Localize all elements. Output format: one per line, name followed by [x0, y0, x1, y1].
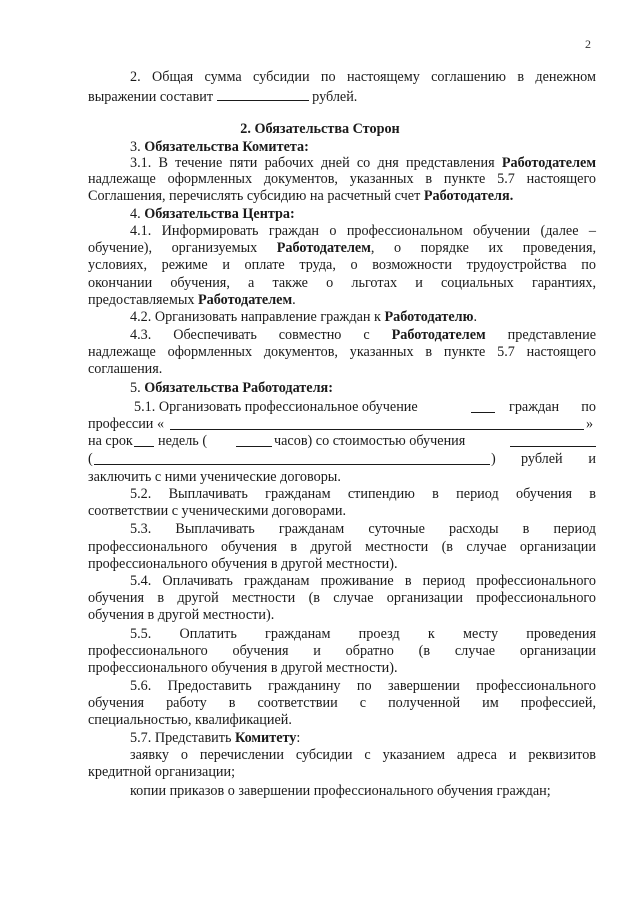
- s4-p3-line2: надлежаще оформленных документов, указанных в пункте 5.7 настоящего: [88, 344, 596, 360]
- s5-p7-item2: копии приказов о завершении профессионального обучения граждан;: [130, 783, 551, 799]
- s4-p3-line1: 4.3. Обеспечивать совместно с Работодателем представление: [130, 327, 597, 343]
- s3-p1-line1: 3.1. В течение пяти рабочих дней со дня представления Работодателем: [130, 155, 596, 171]
- s5-p1-line4c: рублей и: [521, 451, 596, 467]
- s3-heading: 3. Обязательства Комитета:: [130, 139, 309, 155]
- s5-p4-line1: 5.4. Оплачивать гражданам проживание в период профессионального: [130, 573, 596, 589]
- citizens-count-blank: [471, 400, 495, 413]
- s5-p3-line2: профессионального обучения в другой местности (в случае организации: [88, 539, 596, 555]
- hours-blank: [236, 434, 272, 447]
- s5-p6-line2: обучения работу в соответствии с полученной им профессией,: [88, 695, 596, 711]
- s5-p6-line3: специальностью, квалификацией.: [88, 712, 292, 728]
- s5-p4-line3: обучения в другой местности).: [88, 607, 275, 623]
- s5-p1-line4b: ): [491, 451, 496, 467]
- s5-p2-line1: 5.2. Выплачивать гражданам стипендию в период обучения в: [130, 486, 596, 502]
- s5-heading: 5. Обязательства Работодателя:: [130, 380, 333, 396]
- s5-p7-item1-line2: кредитной организации;: [88, 764, 236, 780]
- s4-p1-line4: окончании обучения, а также о льготах и социальных гарантиях,: [88, 275, 596, 291]
- cost-blank: [510, 434, 596, 447]
- s5-p3-line1: 5.3. Выплачивать гражданам суточные расходы в период: [130, 521, 596, 537]
- s5-p4-line2: обучения в другой местности (в случае организации профессионального: [88, 590, 596, 606]
- s4-p1-line2: обучение), организуемых Работодателем, о порядке их проведения,: [88, 240, 597, 256]
- para2-line2: выражении составит рублей.: [88, 89, 358, 105]
- s4-p3-line3: соглашения.: [88, 361, 163, 377]
- cost-words-blank: [94, 452, 490, 465]
- s5-p1-line1b: граждан по: [509, 399, 596, 415]
- s5-p5-line1: 5.5. Оплатить гражданам проезд к месту проведения: [130, 626, 596, 642]
- s5-p7-item1-line1: заявку о перечислении субсидии с указанием адреса и реквизитов: [130, 747, 596, 763]
- s4-p1-line5: предоставляемых Работодателем.: [88, 292, 296, 308]
- weeks-blank: [134, 434, 154, 447]
- s5-p6-line1: 5.6. Предоставить гражданину по завершении профессионального: [130, 678, 596, 694]
- s5-p1-line1a: 5.1. Организовать профессиональное обучение: [134, 399, 418, 415]
- s5-p1-line3a: на срок: [88, 433, 133, 449]
- s5-p1-line2a: профессии «: [88, 416, 165, 432]
- s5-p5-line2: профессионального обучения и обратно (в случае организации: [88, 643, 596, 659]
- s4-p2: 4.2. Организовать направление граждан к Работодателю.: [130, 309, 478, 325]
- s3-p1-line3: Соглашения, перечислять субсидию на расчетный счет Работодателя.: [88, 188, 514, 204]
- s3-p1-line2: надлежаще оформленных документов, указанных в пункте 5.7 настоящего: [88, 171, 596, 187]
- s5-p1-line2b: »: [586, 416, 594, 432]
- s5-p7-heading: 5.7. Представить Комитету:: [130, 730, 301, 746]
- profession-blank: [170, 417, 584, 430]
- s5-p5-line3: профессионального обучения в другой местности).: [88, 660, 398, 676]
- para2-line1: 2. Общая сумма субсидии по настоящему соглашению в денежном: [130, 69, 596, 85]
- sum-blank: [217, 88, 309, 101]
- s5-p1-line3c: часов) со стоимостью обучения: [274, 433, 466, 449]
- s4-p1-line3: условиях, режиме и оплате труда, о возможности трудоустройства по: [88, 257, 596, 273]
- s5-p1-line5: заключить с ними ученические договоры.: [88, 469, 341, 485]
- s5-p2-line2: соответствии с ученическими договорами.: [88, 503, 347, 519]
- s5-p1-line4a: (: [88, 451, 93, 467]
- page-number: 2: [585, 37, 591, 51]
- s4-p1-line1: 4.1. Информировать граждан о профессиональном обучении (далее –: [130, 223, 596, 239]
- section-title: 2. Обязательства Сторон: [240, 121, 400, 137]
- s4-heading: 4. Обязательства Центра:: [130, 206, 295, 222]
- s5-p3-line3: профессионального обучения в другой местности).: [88, 556, 398, 572]
- s5-p1-line3b: недель (: [158, 433, 208, 449]
